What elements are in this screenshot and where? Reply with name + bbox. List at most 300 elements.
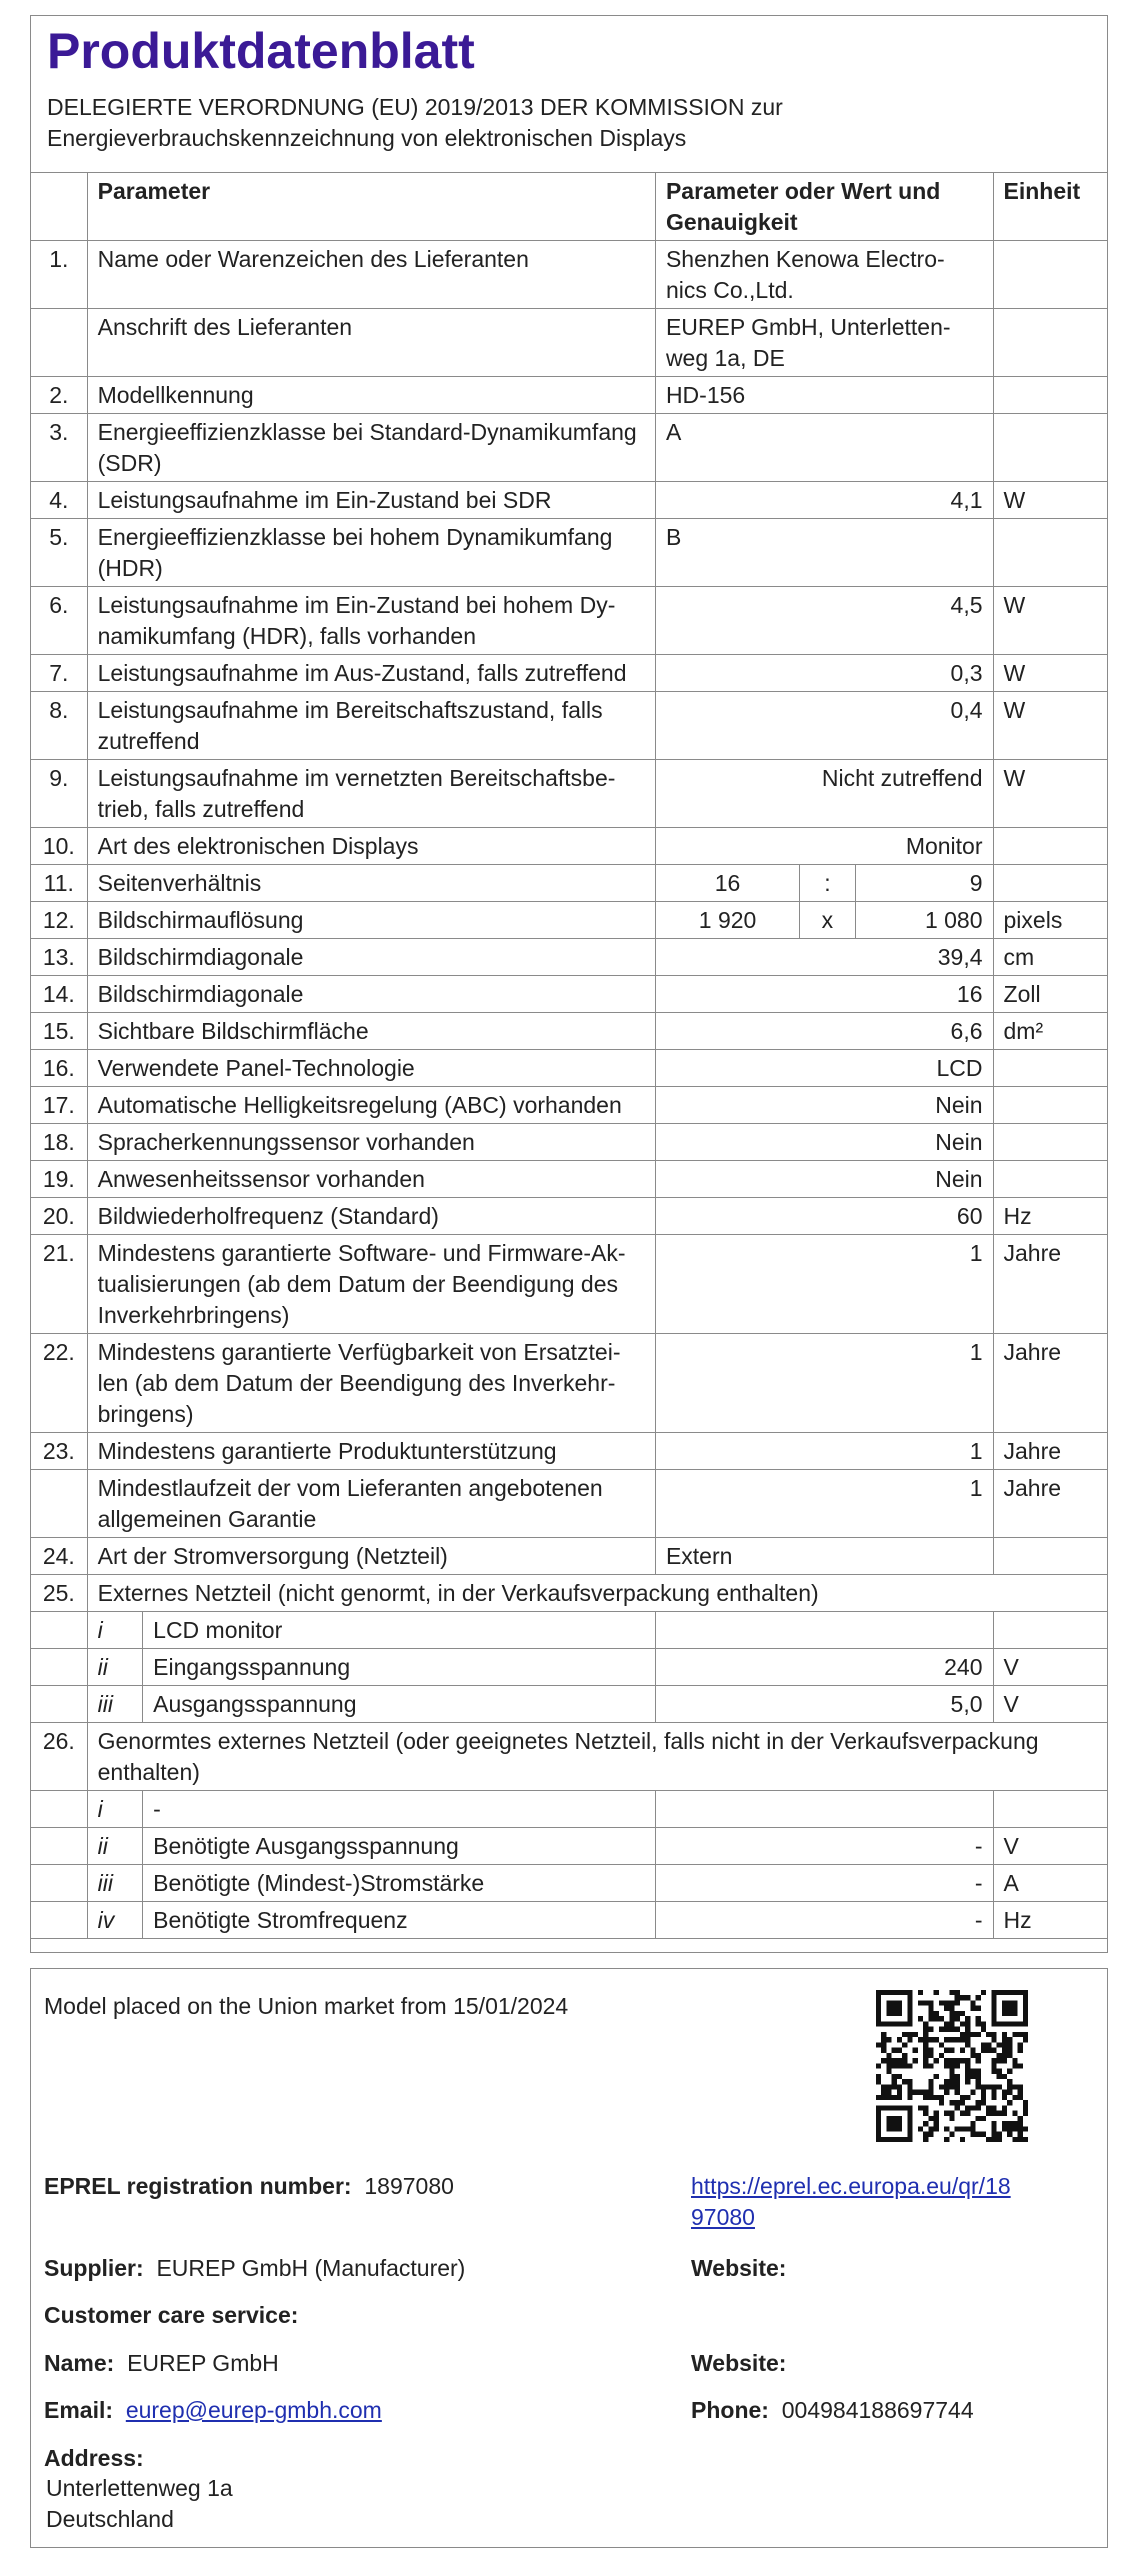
subrow-parameter-line: Ausgangsspannung [153, 1691, 357, 1717]
row-value-line: HD-156 [665, 382, 746, 408]
table-row [31, 1087, 1109, 1124]
subrow-index-line: iii [97, 1691, 113, 1717]
row-value [655, 1124, 993, 1161]
row-parameter-line: trieb, falls zutreffend [97, 796, 305, 822]
row-number-line: 7. [49, 660, 69, 686]
subrow-unit [993, 1865, 1108, 1902]
subrow-value [655, 1865, 993, 1902]
row-value-sep [800, 865, 856, 902]
row-number [31, 1198, 88, 1235]
row-parameter [87, 1334, 655, 1433]
row-value-line: 39,4 [937, 944, 983, 970]
row-number-line: 14. [42, 981, 75, 1007]
row-value-line: Extern [665, 1543, 733, 1569]
row-number-line: 11. [43, 870, 74, 896]
row-number-line: 23. [42, 1438, 75, 1464]
row-number-line: 13. [42, 944, 75, 970]
row-value-line: Nicht zutreffend [821, 765, 983, 791]
row-parameter-line: allgemeinen Garantie [97, 1506, 317, 1532]
subrow-value-line: 240 [944, 1654, 983, 1680]
row-number [31, 902, 88, 939]
row-value-line: 1 [969, 1438, 983, 1464]
subrow-parameter-line: LCD monitor [153, 1617, 283, 1643]
table-row [31, 1161, 1109, 1198]
row-value [655, 976, 993, 1013]
row-number-line: 3. [49, 419, 69, 445]
table-row [31, 1575, 1109, 1612]
row-value [655, 1050, 993, 1087]
row-number [31, 1235, 88, 1334]
row-unit-line: W [1003, 487, 1026, 513]
row-parameter [87, 587, 655, 655]
subrow-parameter-line: - [153, 1796, 161, 1822]
table-row [31, 482, 1109, 519]
subrow-value-line: - [974, 1833, 983, 1859]
subrow-unit-line: Hz [1003, 1907, 1032, 1933]
row-unit [993, 241, 1108, 309]
contact-email [44, 2395, 382, 2426]
subrow-value-line: - [974, 1907, 983, 1933]
table-row [31, 1723, 1109, 1791]
row-unit [993, 1161, 1108, 1198]
row-parameter [87, 1013, 655, 1050]
row-value-line: 60 [956, 1203, 983, 1229]
header-unit-line: Einheit [1003, 178, 1081, 204]
row-number-line: 4. [49, 487, 69, 513]
subrow-value [655, 1649, 993, 1686]
subrow-parameter [143, 1865, 656, 1902]
subrow-value [655, 1828, 993, 1865]
row-number [31, 1334, 88, 1433]
row-parameter [87, 377, 655, 414]
website2-label: Website: [691, 2350, 787, 2376]
row-unit [993, 976, 1108, 1013]
row-number [31, 828, 88, 865]
table-row [31, 1470, 1109, 1538]
subrow-unit-line: A [1003, 1870, 1019, 1896]
row-number [31, 1649, 88, 1686]
row-number-line: 15. [42, 1018, 75, 1044]
table-subrow [31, 1828, 1109, 1865]
row-parameter-line: (HDR) [97, 555, 163, 581]
row-value-a [655, 902, 799, 939]
row-parameter-line: namikumfang (HDR), falls vorhanden [97, 623, 476, 649]
table-row [31, 976, 1109, 1013]
row-parameter [87, 976, 655, 1013]
subrow-parameter-line: Benötigte Ausgangsspannung [153, 1833, 459, 1859]
row-number [31, 1791, 88, 1828]
table-row [31, 1538, 1109, 1575]
header-parameter [87, 173, 655, 241]
row-parameter-line: Leistungsaufnahme im Ein-Zustand bei hohem Dy- [97, 592, 616, 618]
row-value-b [855, 865, 993, 902]
row-unit [993, 828, 1108, 865]
row-value-a [655, 865, 799, 902]
row-parameter [87, 1723, 1108, 1791]
website-field [691, 2253, 786, 2284]
row-parameter-line: Energieeffizienzklasse bei Standard-Dynamikumfang [97, 419, 637, 445]
row-parameter-line: Mindestens garantierte Software- und Firmware-Ak- [97, 1240, 626, 1266]
row-parameter-line: Leistungsaufnahme im Aus-Zustand, falls zutreffend [97, 660, 627, 686]
row-unit [993, 1050, 1108, 1087]
subrow-index-line: ii [97, 1833, 108, 1859]
table-subrow [31, 1902, 1109, 1939]
subrow-index [87, 1686, 143, 1723]
row-number [31, 1013, 88, 1050]
row-number-line: 16. [42, 1055, 75, 1081]
row-unit-line: W [1003, 697, 1026, 723]
row-unit [993, 692, 1108, 760]
table-row [31, 865, 1109, 902]
header-value [655, 173, 993, 241]
row-unit [993, 865, 1108, 902]
row-number-line: 10. [42, 833, 75, 859]
table-row [31, 760, 1109, 828]
table-row [31, 1013, 1109, 1050]
row-value [655, 1013, 993, 1050]
row-unit-line: Jahre [1003, 1475, 1062, 1501]
address-label [44, 2443, 144, 2474]
subrow-index [87, 1828, 143, 1865]
row-number [31, 1686, 88, 1723]
row-unit-line: cm [1003, 944, 1035, 970]
row-unit [993, 482, 1108, 519]
row-parameter-line: (SDR) [97, 450, 162, 476]
subrow-unit-line: V [1003, 1833, 1019, 1859]
row-parameter-line: Genormtes externes Netzteil (oder geeignetes Netzteil, falls nicht in der Verkaufsverpackung [97, 1728, 1039, 1754]
row-parameter-line: Mindestens garantierte Verfügbarkeit von Ersatztei- [97, 1339, 621, 1365]
row-value [655, 1334, 993, 1433]
row-parameter-line: tualisierungen (ab dem Datum der Beendigung des [97, 1271, 618, 1297]
row-unit [993, 1334, 1108, 1433]
row-value-line: 1 [969, 1240, 983, 1266]
row-unit [993, 902, 1108, 939]
row-parameter [87, 1470, 655, 1538]
row-value-line: Nein [935, 1166, 983, 1192]
subrow-unit-line: V [1003, 1691, 1019, 1717]
row-number [31, 692, 88, 760]
row-number [31, 865, 88, 902]
row-number [31, 1470, 88, 1538]
contact-phone [691, 2395, 974, 2426]
row-unit [993, 309, 1108, 377]
row-parameter [87, 1124, 655, 1161]
subrow-parameter [143, 1791, 656, 1828]
row-parameter [87, 1575, 1108, 1612]
regulation-subtitle [47, 92, 1107, 154]
subrow-index [87, 1612, 143, 1649]
product-data-sheet [30, 15, 1108, 1953]
row-parameter-line: Bildschirmauflösung [97, 907, 304, 933]
row-number [31, 1161, 88, 1198]
row-number [31, 587, 88, 655]
row-value-sep [800, 902, 856, 939]
row-parameter-line: Art des elektronischen Displays [97, 833, 419, 859]
row-number [31, 482, 88, 519]
table-row [31, 1334, 1109, 1433]
row-parameter-line: Modellkennung [97, 382, 254, 408]
row-value-line: Nein [935, 1092, 983, 1118]
row-number-line: 19. [42, 1166, 75, 1192]
row-value-line: nics Co.,Ltd. [665, 277, 794, 303]
row-number-line: 22. [42, 1339, 75, 1365]
address-label-text: Address: [44, 2445, 144, 2471]
row-value [655, 1538, 993, 1575]
row-value-line: Shenzhen Kenowa Electro- [665, 246, 945, 272]
row-number [31, 1050, 88, 1087]
row-parameter-line: zutreffend [97, 728, 200, 754]
subrow-index [87, 1649, 143, 1686]
table-row [31, 519, 1109, 587]
row-number [31, 1124, 88, 1161]
row-unit-line: Zoll [1003, 981, 1041, 1007]
table-subrow [31, 1649, 1109, 1686]
eprel-link[interactable] [691, 2171, 1011, 2233]
subrow-unit [993, 1612, 1108, 1649]
row-unit [993, 414, 1108, 482]
row-value [655, 1235, 993, 1334]
subrow-parameter [143, 1686, 656, 1723]
row-value-line: Monitor [905, 833, 983, 859]
row-value [655, 828, 993, 865]
row-number [31, 1865, 88, 1902]
row-number-line: 9. [49, 765, 69, 791]
row-unit [993, 519, 1108, 587]
row-unit [993, 760, 1108, 828]
row-value-line: 4,1 [950, 487, 983, 513]
table-row [31, 655, 1109, 692]
row-parameter [87, 655, 655, 692]
table-row [31, 902, 1109, 939]
row-unit [993, 1538, 1108, 1575]
row-parameter [87, 865, 655, 902]
row-value [655, 241, 993, 309]
row-value [655, 377, 993, 414]
phone-label: Phone: [691, 2397, 769, 2423]
table-header-row [31, 173, 1109, 241]
row-parameter [87, 1433, 655, 1470]
row-unit [993, 1433, 1108, 1470]
table-row [31, 828, 1109, 865]
row-value [655, 309, 993, 377]
supplier-value: EUREP GmbH (Manufacturer) [156, 2255, 466, 2281]
row-unit-line: W [1003, 592, 1026, 618]
row-unit [993, 655, 1108, 692]
row-parameter-line: Automatische Helligkeitsregelung (ABC) vorhanden [97, 1092, 622, 1118]
row-parameter-line: Anschrift des Lieferanten [97, 314, 353, 340]
eprel-link-line[interactable]: https://eprel.ec.europa.eu/qr/18 [691, 2173, 1011, 2199]
subrow-index [87, 1865, 143, 1902]
row-unit-line: Jahre [1003, 1339, 1062, 1365]
subrow-value [655, 1612, 993, 1649]
eprel-registration [44, 2171, 454, 2202]
row-number-line: 6. [49, 592, 69, 618]
row-parameter [87, 309, 655, 377]
row-unit [993, 1013, 1108, 1050]
row-parameter-line: Leistungsaufnahme im Bereitschaftszustand, falls [97, 697, 603, 723]
table-row [31, 241, 1109, 309]
subrow-index [87, 1902, 143, 1939]
row-unit [993, 1470, 1108, 1538]
subrow-value [655, 1686, 993, 1723]
row-number-line: 12. [42, 907, 75, 933]
header-unit [993, 173, 1108, 241]
row-number-line: 20. [42, 1203, 75, 1229]
row-value-line: 0,4 [950, 697, 983, 723]
row-number-line: 24. [42, 1543, 75, 1569]
subrow-index-line: i [97, 1796, 103, 1822]
row-parameter-line: Energieeffizienzklasse bei hohem Dynamikumfang [97, 524, 613, 550]
subrow-unit [993, 1828, 1108, 1865]
row-parameter-line: Leistungsaufnahme im Ein-Zustand bei SDR [97, 487, 552, 513]
row-value [655, 939, 993, 976]
table-subrow [31, 1612, 1109, 1649]
subrow-index-line: i [97, 1617, 103, 1643]
row-value-line: 4,5 [950, 592, 983, 618]
subrow-parameter-line: Benötigte Stromfrequenz [153, 1907, 408, 1933]
subrow-unit [993, 1902, 1108, 1939]
subrow-value-line: 5,0 [950, 1691, 983, 1717]
qr-code-icon[interactable] [876, 1990, 1028, 2142]
row-value-b-line: 1 080 [924, 907, 983, 933]
row-number-line: 2. [49, 382, 69, 408]
header-num [31, 173, 88, 241]
subrow-parameter [143, 1649, 656, 1686]
row-number [31, 1828, 88, 1865]
subrow-parameter-line: Benötigte (Mindest-)Stromstärke [153, 1870, 485, 1896]
table-row [31, 1124, 1109, 1161]
table-row [31, 939, 1109, 976]
row-number [31, 939, 88, 976]
header-value-line: Genauigkeit [665, 209, 798, 235]
row-parameter-line: bringens) [97, 1401, 194, 1427]
table-row [31, 377, 1109, 414]
row-value [655, 519, 993, 587]
row-unit [993, 377, 1108, 414]
row-unit-line: W [1003, 765, 1026, 791]
name-label: Name: [44, 2350, 115, 2376]
row-value [655, 482, 993, 519]
customer-care [44, 2300, 298, 2331]
subrow-unit-line: V [1003, 1654, 1019, 1680]
row-parameter-line: enthalten) [97, 1759, 200, 1785]
row-value-line: 6,6 [950, 1018, 983, 1044]
row-number [31, 976, 88, 1013]
address-line: Deutschland [46, 2506, 174, 2532]
row-unit [993, 1087, 1108, 1124]
row-parameter-line: Bildschirmdiagonale [97, 944, 304, 970]
row-number-line: 17. [42, 1092, 75, 1118]
table-subrow [31, 1686, 1109, 1723]
table-row [31, 587, 1109, 655]
table-row [31, 692, 1109, 760]
subrow-index-line: ii [97, 1654, 108, 1680]
row-value-b-line: 9 [969, 870, 983, 896]
supplier-label: Supplier: [44, 2255, 144, 2281]
row-number [31, 414, 88, 482]
row-value [655, 692, 993, 760]
subrow-value [655, 1902, 993, 1939]
table-subrow [31, 1791, 1109, 1828]
subrow-parameter [143, 1828, 656, 1865]
row-parameter [87, 1198, 655, 1235]
row-value [655, 414, 993, 482]
row-value-line: weg 1a, DE [665, 345, 785, 371]
row-number-line: 25. [42, 1580, 75, 1606]
row-value-line: EUREP GmbH, Unterletten- [665, 314, 951, 340]
row-parameter-line: Inverkehrbringens) [97, 1302, 290, 1328]
email-label: Email: [44, 2397, 114, 2423]
subrow-unit [993, 1686, 1108, 1723]
row-parameter [87, 1087, 655, 1124]
row-number [31, 309, 88, 377]
row-value-sep-line: x [821, 907, 834, 933]
eprel-link-line[interactable]: 97080 [691, 2204, 755, 2230]
row-parameter-line: Spracherkennungssensor vorhanden [97, 1129, 475, 1155]
row-value [655, 1433, 993, 1470]
customer-care-label: Customer care service: [44, 2302, 299, 2328]
row-number-line: 18. [42, 1129, 75, 1155]
eprel-number: 1897080 [364, 2173, 454, 2199]
header-value-line: Parameter oder Wert und [665, 178, 941, 204]
eprel-info-box [30, 1968, 1108, 2548]
row-unit [993, 1124, 1108, 1161]
subrow-index-line: iv [97, 1907, 115, 1933]
row-value [655, 655, 993, 692]
subrow-parameter [143, 1902, 656, 1939]
row-value-a-line: 16 [714, 870, 741, 896]
row-parameter-line: Bildschirmdiagonale [97, 981, 304, 1007]
subrow-parameter [143, 1612, 656, 1649]
row-parameter-line: Art der Stromversorgung (Netzteil) [97, 1543, 448, 1569]
email-link[interactable]: eurep@eurep-gmbh.com [125, 2397, 382, 2423]
subrow-parameter-line: Eingangsspannung [153, 1654, 351, 1680]
row-number [31, 519, 88, 587]
subtitle-line: Energieverbrauchskennzeichnung von elektronischen Displays [47, 125, 687, 151]
row-number-line: 8. [49, 697, 69, 723]
row-number [31, 377, 88, 414]
row-value [655, 1161, 993, 1198]
header-parameter-line: Parameter [97, 178, 211, 204]
name-value: EUREP GmbH [127, 2350, 279, 2376]
table-row [31, 309, 1109, 377]
row-parameter-line: Verwendete Panel-Technologie [97, 1055, 415, 1081]
row-value [655, 587, 993, 655]
row-parameter-line: len (ab dem Datum der Beendigung des Inverkehr- [97, 1370, 616, 1396]
row-number-line: 5. [49, 524, 69, 550]
row-unit-line: pixels [1003, 907, 1063, 933]
row-value-line: LCD [936, 1055, 983, 1081]
row-parameter [87, 1161, 655, 1198]
row-unit-line: Jahre [1003, 1438, 1062, 1464]
subrow-value [655, 1791, 993, 1828]
row-number-line: 1. [49, 246, 69, 272]
row-value [655, 760, 993, 828]
subrow-index-line: iii [97, 1870, 113, 1896]
page-title: Produktdatenblatt [47, 23, 475, 79]
table-row [31, 1235, 1109, 1334]
row-parameter-line: Mindestens garantierte Produktunterstützung [97, 1438, 557, 1464]
website-field-2 [691, 2348, 786, 2379]
row-parameter [87, 692, 655, 760]
subrow-value-line: - [974, 1870, 983, 1896]
row-value-line: 0,3 [950, 660, 983, 686]
row-value-line: A [665, 419, 682, 445]
row-parameter [87, 828, 655, 865]
table-row [31, 1050, 1109, 1087]
row-parameter [87, 1538, 655, 1575]
row-value-line: 16 [956, 981, 983, 1007]
